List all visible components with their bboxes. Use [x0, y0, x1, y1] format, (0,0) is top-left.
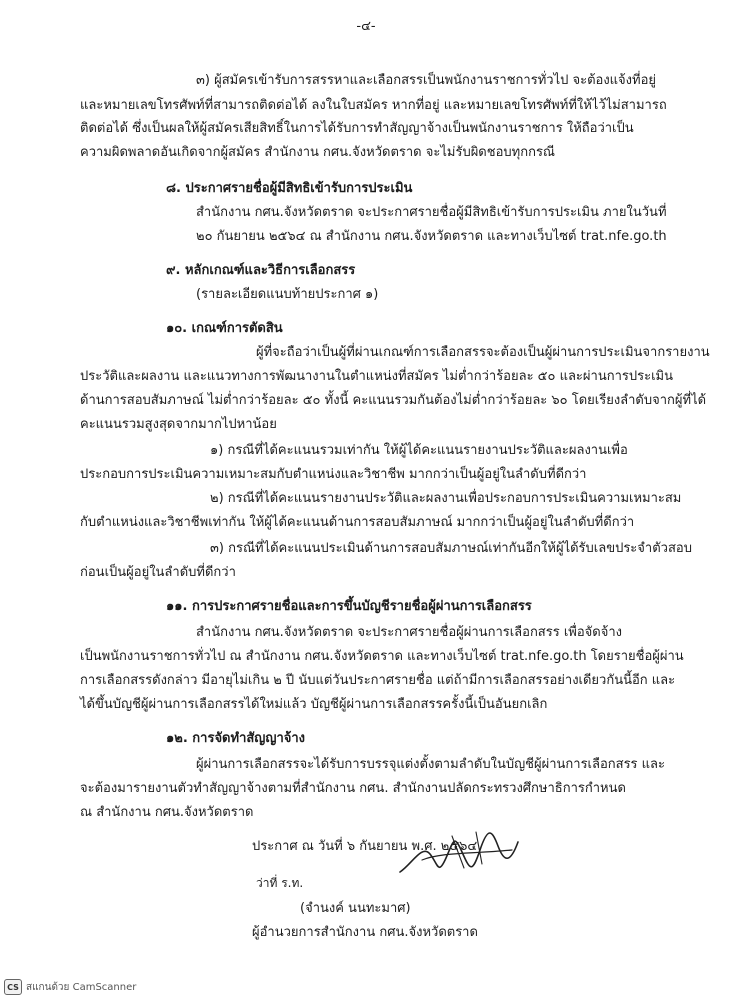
- signatory-acting-rank: ว่าที่ ร.ท.: [256, 876, 304, 890]
- section-10-line-4: คะแนนรวมสูงสุดจากมากไปหาน้อย: [80, 417, 277, 432]
- section-12-line-1: ผู้ผ่านการเลือกสรรจะได้รับการบรรจุแต่งตั้งตามลำดับในบัญชีผู้ผ่านการเลือกสรร และ: [196, 757, 666, 772]
- paragraph-3-line-4: ความผิดพลาดอันเกิดจากผู้สมัคร สำนักงาน กศน.จังหวัดตราด จะไม่รับผิดชอบทุกกรณี: [80, 145, 555, 160]
- section-11-line-1: สำนักงาน กศน.จังหวัดตราด จะประกาศรายชื่อผู้ผ่านการเลือกสรร เพื่อจัดจ้าง: [196, 625, 622, 640]
- section-10-line-1: ผู้ที่จะถือว่าเป็นผู้ที่ผ่านเกณฑ์การเลือกสรรจะต้องเป็นผู้ผ่านการประเมินจากรายงาน: [256, 345, 710, 360]
- page-number: -๔-: [356, 19, 376, 34]
- camscanner-footer: [4, 978, 136, 996]
- section-8-heading: ๘. ประกาศรายชื่อผู้มีสิทธิเข้ารับการประเมิน: [166, 181, 413, 196]
- section-9-heading: ๙. หลักเกณฑ์และวิธีการเลือกสรร: [166, 263, 356, 278]
- section-10-item-2-line-1: ๒) กรณีที่ได้คะแนนรายงานประวัติและผลงานเพื่อประกอบการประเมินความเหมาะสม: [210, 491, 682, 506]
- section-11-line-4: ได้ขึ้นบัญชีผู้ผ่านการเลือกสรรได้ใหม่แล้ว บัญชีผู้ผ่านการเลือกสรรครั้งนี้เป็นอันยกเลิก: [80, 697, 548, 712]
- paragraph-3-line-2: และหมายเลขโทรศัพท์ที่สามารถติดต่อได้ ลงในใบสมัคร หากที่อยู่ และหมายเลขโทรศัพท์ที่ให้ไว้ไม่สามารถ: [80, 98, 667, 113]
- section-10-heading: ๑๐. เกณฑ์การตัดสิน: [166, 321, 283, 336]
- section-11-line-3: การเลือกสรรดังกล่าว มีอายุไม่เกิน ๒ ปี นับแต่วันประกาศรายชื่อ แต่ถ้ามีการเลือกสรรอย่างเดียวกันนี้อีก และ: [80, 673, 676, 688]
- section-11-line-2: เป็นพนักงานราชการทั่วไป ณ สำนักงาน กศน.จังหวัดตราด และทางเว็บไซต์ trat.nfe.go.th โดยรายชื่อผู้ผ่าน: [80, 649, 684, 664]
- signatory-position: ผู้อำนวยการสำนักงาน กศน.จังหวัดตราด: [252, 925, 478, 940]
- section-8-line-1: สำนักงาน กศน.จังหวัดตราด จะประกาศรายชื่อผู้มีสิทธิเข้ารับการประเมิน ภายในวันที่: [196, 205, 667, 220]
- announcement-date: ประกาศ ณ วันที่ ๖ กันยายน พ.ศ. ๒๕๖๔: [252, 839, 478, 854]
- section-12-heading: ๑๒. การจัดทำสัญญาจ้าง: [166, 731, 306, 746]
- section-10-item-2-line-2: กับตำแหน่งและวิชาชีพเท่ากัน ให้ผู้ได้คะแนนด้านการสอบสัมภาษณ์ มากกว่าเป็นผู้อยู่ในลำดับที่ดีกว่า: [80, 515, 635, 530]
- paragraph-3-line-3: ติดต่อได้ ซึ่งเป็นผลให้ผู้สมัครเสียสิทธิ์ในการได้รับการทำสัญญาจ้างเป็นพนักงานราชการ ให้ถือว่าเป็น: [80, 121, 634, 136]
- section-11-heading: ๑๑. การประกาศรายชื่อและการขึ้นบัญชีรายชื่อผู้ผ่านการเลือกสรร: [166, 599, 532, 614]
- handwritten-signature: [392, 824, 522, 884]
- section-8-line-2: ๒๐ กันยายน ๒๕๖๔ ณ สำนักงาน กศน.จังหวัดตราด และทางเว็บไซต์ trat.nfe.go.th: [196, 229, 667, 244]
- section-10-item-1-line-1: ๑) กรณีที่ได้คะแนนรวมเท่ากัน ให้ผู้ได้คะแนนรายงานประวัติและผลงานเพื่อ: [210, 443, 628, 458]
- section-10-line-2: ประวัติและผลงาน และแนวทางการพัฒนางานในตำแหน่งที่สมัคร ไม่ต่ำกว่าร้อยละ ๕๐ และผ่านการประเมิน: [80, 369, 673, 384]
- section-10-item-1-line-2: ประกอบการประเมินความเหมาะสมกับตำแหน่งและวิชาชีพ มากกว่าเป็นผู้อยู่ในลำดับที่ดีกว่า: [80, 467, 587, 482]
- section-12-line-3: ณ สำนักงาน กศน.จังหวัดตราด: [80, 805, 254, 820]
- section-10-item-3-line-2: ก่อนเป็นผู้อยู่ในลำดับที่ดีกว่า: [80, 565, 236, 580]
- camscanner-text: สแกนด้วย CamScanner: [26, 981, 137, 993]
- camscanner-logo-icon: CS: [4, 979, 22, 995]
- section-10-line-3: ด้านการสอบสัมภาษณ์ ไม่ต่ำกว่าร้อยละ ๕๐ ทั้งนี้ คะแนนรวมกันต้องไม่ต่ำกว่าร้อยละ ๖๐ โดยเรียงลำดับจากผู้ที่ได้: [80, 393, 707, 408]
- section-12-line-2: จะต้องมารายงานตัวทำสัญญาจ้างตามที่สำนักงาน กศน. สำนักงานปลัดกระทรวงศึกษาธิการกำหนด: [80, 781, 626, 796]
- section-9-line-1: (รายละเอียดแนบท้ายประกาศ ๑): [196, 287, 379, 302]
- section-10-item-3-line-1: ๓) กรณีที่ได้คะแนนประเมินด้านการสอบสัมภาษณ์เท่ากันอีกให้ผู้ได้รับเลขประจำตัวสอบ: [210, 541, 692, 556]
- signatory-name: (จำนงค์ นนทะมาศ): [300, 901, 411, 916]
- paragraph-3-line-1: ๓) ผู้สมัครเข้ารับการสรรหาและเลือกสรรเป็นพนักงานราชการทั่วไป จะต้องแจ้งที่อยู่: [196, 73, 657, 88]
